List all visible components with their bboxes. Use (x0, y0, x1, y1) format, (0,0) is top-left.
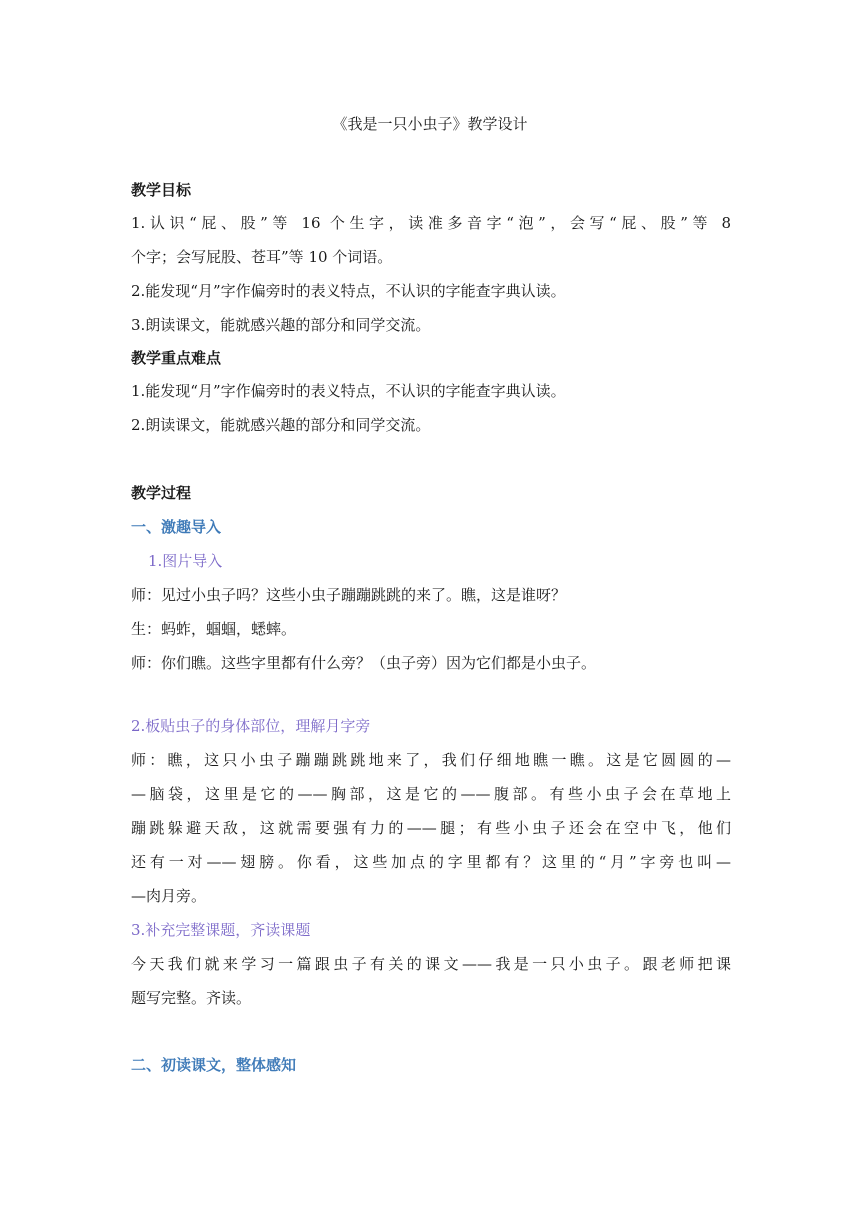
paragraph-line: 今天我们就来学习一篇跟虫子有关的课文——我是一只小虫子。跟老师把课 (131, 955, 731, 973)
section-heading: 一、激趣导入 (131, 518, 222, 536)
dialogue-line: 师：见过小虫子吗？这些小虫子蹦蹦跳跳的来了。瞧，这是谁呀？ (131, 586, 567, 604)
process-heading: 教学过程 (131, 484, 192, 502)
goal-line: 1.认识“屁、股”等 16 个生字，读准多音字“泡”，会写“屁、股”等 8 (131, 214, 731, 232)
subsection-heading: 1.图片导入 (148, 552, 223, 570)
paragraph-line: 还有一对——翅膀。你看，这些加点的字里都有？这里的“月”字旁也叫— (131, 853, 731, 871)
key-point-line: 1.能发现“月”字作偏旁时的表义特点，不认识的字能查字典认读。 (131, 382, 566, 400)
paragraph-line: —肉月旁。 (131, 887, 207, 905)
document-title: 《我是一只小虫子》教学设计 (332, 115, 528, 133)
dialogue-line: 师：你们瞧。这些字里都有什么旁？（虫子旁）因为它们都是小虫子。 (131, 654, 597, 672)
subsection-heading: 3.补充完整课题，齐读课题 (131, 921, 311, 939)
key-point-line: 2.朗读课文，能就感兴趣的部分和同学交流。 (131, 416, 431, 434)
subsection-heading: 2.板贴虫子的身体部位，理解月字旁 (131, 717, 371, 735)
goals-heading: 教学目标 (131, 181, 192, 199)
dialogue-line: 生：蚂蚱，蝈蝈，蟋蟀。 (131, 620, 297, 638)
section-heading: 二、初读课文，整体感知 (131, 1056, 297, 1074)
paragraph-line: 师：瞧，这只小虫子蹦蹦跳跳地来了，我们仔细地瞧一瞧。这是它圆圆的— (131, 751, 731, 769)
goal-line: 个字；会写屁股、苍耳”等 10 个词语。 (131, 248, 393, 266)
paragraph-line: 蹦跳躲避天敌，这就需要强有力的——腿；有些小虫子还会在空中飞，他们 (131, 819, 731, 837)
goal-line: 3.朗读课文，能就感兴趣的部分和同学交流。 (131, 316, 431, 334)
paragraph-line: —脑袋，这里是它的——胸部，这是它的——腹部。有些小虫子会在草地上 (131, 785, 731, 803)
key-points-heading: 教学重点难点 (131, 349, 222, 367)
goal-line: 2.能发现“月”字作偏旁时的表义特点，不认识的字能查字典认读。 (131, 282, 566, 300)
paragraph-line: 题写完整。齐读。 (131, 989, 252, 1007)
